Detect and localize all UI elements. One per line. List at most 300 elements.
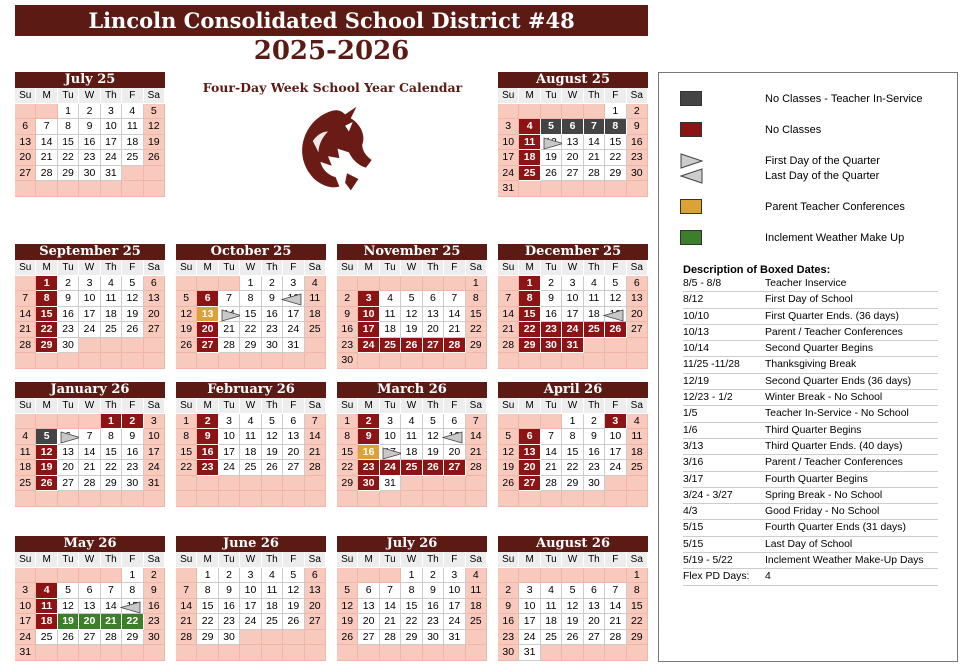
day-cell: 3 — [380, 414, 401, 430]
day-cell: 30 — [337, 353, 358, 369]
weekday-header: Th — [584, 552, 605, 568]
day-cell: 1 — [36, 276, 57, 292]
day-cell — [358, 568, 379, 584]
calendar-subtitle: Four-Day Week School Year Calendar — [202, 80, 463, 95]
day-cell: 22 — [562, 460, 583, 476]
day-cell: 26 — [58, 630, 79, 646]
day-cell — [498, 491, 519, 507]
day-cell — [380, 276, 401, 292]
day-cell — [144, 645, 165, 661]
day-cell: 29 — [36, 338, 57, 354]
description-text: Inclement Weather Make-Up Days — [765, 555, 924, 567]
day-cell — [197, 645, 218, 661]
day-cell: 19 — [58, 614, 79, 630]
weekday-header: Th — [423, 260, 444, 276]
day-cell — [562, 568, 583, 584]
day-cell: 29 — [519, 338, 540, 354]
day-cell — [423, 276, 444, 292]
weekday-header: F — [605, 552, 626, 568]
day-cell: 29 — [58, 166, 79, 182]
day-cell — [144, 181, 165, 197]
day-cell: 21 — [176, 614, 197, 630]
day-cell — [36, 491, 57, 507]
day-cell: 28 — [15, 338, 36, 354]
day-cell — [380, 568, 401, 584]
day-cell — [36, 414, 57, 430]
month-title: August 25 — [498, 72, 648, 88]
day-cell — [101, 491, 122, 507]
day-cell — [466, 630, 487, 646]
description-date: 11/25 -11/28 — [683, 359, 740, 371]
day-cell: 30 — [144, 630, 165, 646]
day-cell: 1 — [101, 414, 122, 430]
day-cell: 4 — [519, 119, 540, 135]
day-cell: 29 — [562, 476, 583, 492]
day-cell: 2 — [358, 414, 379, 430]
day-cell: 3 — [498, 119, 519, 135]
weekday-header: M — [358, 260, 379, 276]
day-cell — [176, 568, 197, 584]
day-cell: 31 — [444, 630, 465, 646]
day-cell: 26 — [605, 322, 626, 338]
day-cell — [401, 645, 422, 661]
day-cell — [444, 491, 465, 507]
day-cell: 14 — [541, 445, 562, 461]
legend-label: Last Day of the Quarter — [765, 170, 880, 182]
day-cell: 2 — [144, 568, 165, 584]
weekday-header: Tu — [58, 552, 79, 568]
weekday-header: Tu — [541, 260, 562, 276]
day-cell: 23 — [144, 614, 165, 630]
day-cell: 11 — [380, 307, 401, 323]
day-cell: 4 — [380, 291, 401, 307]
day-cell: 7 — [101, 583, 122, 599]
description-row — [683, 309, 938, 325]
day-cell: 17 — [283, 307, 304, 323]
last-day-quarter-icon — [120, 601, 141, 614]
weekday-header: W — [79, 260, 100, 276]
day-cell: 24 — [283, 322, 304, 338]
day-cell — [498, 414, 519, 430]
day-cell: 1 — [627, 568, 648, 584]
day-cell: 7 — [584, 119, 605, 135]
day-cell — [605, 353, 626, 369]
weekday-header: Su — [337, 398, 358, 414]
weekday-header: Tu — [58, 398, 79, 414]
weekday-header: M — [197, 552, 218, 568]
day-cell — [58, 181, 79, 197]
day-cell — [122, 338, 143, 354]
weekday-header: W — [401, 552, 422, 568]
day-cell: 16 — [627, 135, 648, 151]
day-cell: 20 — [584, 614, 605, 630]
day-cell — [101, 338, 122, 354]
day-cell: 24 — [219, 460, 240, 476]
day-cell — [584, 353, 605, 369]
day-cell: 7 — [305, 414, 326, 430]
description-text: First Day of School — [765, 294, 853, 306]
day-cell: 11 — [262, 583, 283, 599]
description-date: 3/17 — [683, 473, 704, 485]
day-cell — [219, 645, 240, 661]
weekday-header: M — [519, 88, 540, 104]
weekday-header: Sa — [144, 552, 165, 568]
day-cell — [337, 491, 358, 507]
weekday-header: W — [240, 552, 261, 568]
day-cell — [380, 445, 401, 461]
day-cell: 29 — [197, 630, 218, 646]
month-grid — [176, 398, 326, 507]
weekday-header: M — [36, 552, 57, 568]
day-cell — [144, 166, 165, 182]
day-cell: 5 — [122, 276, 143, 292]
day-cell: 7 — [541, 429, 562, 445]
day-cell: 11 — [240, 429, 261, 445]
day-cell: 24 — [444, 614, 465, 630]
day-cell: 18 — [101, 307, 122, 323]
day-cell: 7 — [380, 583, 401, 599]
day-cell: 30 — [262, 338, 283, 354]
day-cell: 2 — [197, 414, 218, 430]
day-cell: 21 — [305, 445, 326, 461]
day-cell: 4 — [122, 104, 143, 120]
weekday-header: Tu — [380, 398, 401, 414]
description-row — [683, 537, 938, 553]
day-cell — [401, 491, 422, 507]
day-cell: 10 — [144, 429, 165, 445]
day-cell: 5 — [498, 429, 519, 445]
day-cell: 15 — [101, 445, 122, 461]
weekday-header: Sa — [466, 398, 487, 414]
description-row — [683, 390, 938, 406]
day-cell: 2 — [122, 414, 143, 430]
day-cell: 19 — [401, 322, 422, 338]
day-cell: 11 — [466, 583, 487, 599]
day-cell: 13 — [144, 291, 165, 307]
day-cell — [380, 645, 401, 661]
day-cell: 4 — [584, 276, 605, 292]
day-cell: 8 — [176, 429, 197, 445]
day-cell: 13 — [519, 445, 540, 461]
month-title: November 25 — [337, 244, 487, 260]
day-cell: 26 — [498, 476, 519, 492]
day-cell — [79, 338, 100, 354]
day-cell — [305, 645, 326, 661]
weekday-header: F — [122, 552, 143, 568]
day-cell — [197, 491, 218, 507]
month-grid — [176, 552, 326, 661]
day-cell: 6 — [562, 119, 583, 135]
day-cell: 10 — [380, 429, 401, 445]
description-text: Winter Break - No School — [765, 392, 883, 404]
day-cell: 22 — [627, 614, 648, 630]
day-cell: 26 — [122, 322, 143, 338]
day-cell: 3 — [219, 414, 240, 430]
day-cell — [58, 568, 79, 584]
day-cell — [423, 645, 444, 661]
description-row — [683, 357, 938, 373]
day-cell: 14 — [15, 307, 36, 323]
legend-swatch — [680, 122, 702, 137]
day-cell — [58, 429, 79, 445]
day-cell: 2 — [58, 276, 79, 292]
day-cell: 6 — [79, 583, 100, 599]
weekday-header: Tu — [58, 88, 79, 104]
day-cell: 12 — [337, 599, 358, 615]
day-cell — [240, 476, 261, 492]
day-cell — [627, 338, 648, 354]
description-text: Teacher Inservice — [765, 278, 847, 289]
day-cell — [283, 491, 304, 507]
description-date: 4/3 — [683, 506, 698, 518]
day-cell: 26 — [262, 460, 283, 476]
day-cell: 10 — [562, 291, 583, 307]
day-cell: 5 — [605, 276, 626, 292]
day-cell: 6 — [519, 429, 540, 445]
day-cell: 18 — [15, 460, 36, 476]
weekday-header: Sa — [305, 552, 326, 568]
day-cell — [262, 630, 283, 646]
day-cell — [262, 491, 283, 507]
day-cell: 21 — [101, 614, 122, 630]
day-cell: 9 — [58, 291, 79, 307]
weekday-header: Tu — [58, 260, 79, 276]
day-cell: 27 — [79, 630, 100, 646]
day-cell: 18 — [380, 322, 401, 338]
day-cell — [79, 353, 100, 369]
day-cell: 25 — [584, 322, 605, 338]
day-cell — [605, 645, 626, 661]
day-cell — [541, 135, 562, 151]
day-cell: 14 — [305, 429, 326, 445]
day-cell: 15 — [605, 135, 626, 151]
day-cell: 5 — [283, 568, 304, 584]
weekday-header: Tu — [541, 398, 562, 414]
day-cell: 2 — [627, 104, 648, 120]
day-cell: 30 — [498, 645, 519, 661]
description-text: Parent / Teacher Conferences — [765, 457, 903, 469]
weekday-header: M — [519, 398, 540, 414]
weekday-header: Th — [101, 260, 122, 276]
day-cell — [519, 181, 540, 197]
day-cell: 8 — [605, 119, 626, 135]
day-cell: 13 — [197, 307, 218, 323]
day-cell — [498, 276, 519, 292]
description-date: 1/6 — [683, 424, 698, 436]
day-cell: 13 — [627, 291, 648, 307]
day-cell: 30 — [541, 338, 562, 354]
first-day-quarter-icon — [543, 137, 564, 150]
day-cell: 14 — [466, 429, 487, 445]
day-cell: 26 — [562, 630, 583, 646]
day-cell: 23 — [337, 338, 358, 354]
day-cell — [101, 645, 122, 661]
weekday-header: F — [444, 552, 465, 568]
description-date: 8/12 — [683, 294, 704, 306]
day-cell: 12 — [176, 307, 197, 323]
weekday-header: Su — [176, 398, 197, 414]
day-cell: 24 — [562, 322, 583, 338]
district-title-banner: Lincoln Consolidated School District #48 — [15, 5, 648, 36]
day-cell — [605, 491, 626, 507]
day-cell: 5 — [337, 583, 358, 599]
weekday-header: Th — [262, 552, 283, 568]
day-cell — [541, 181, 562, 197]
description-date: 8/5 - 8/8 — [683, 278, 722, 289]
day-cell: 22 — [605, 150, 626, 166]
day-cell: 13 — [358, 599, 379, 615]
day-cell: 18 — [584, 307, 605, 323]
weekday-header: Tu — [219, 398, 240, 414]
day-cell: 17 — [79, 307, 100, 323]
day-cell: 11 — [519, 135, 540, 151]
day-cell: 3 — [562, 276, 583, 292]
day-cell: 22 — [101, 460, 122, 476]
weekday-header: Su — [176, 552, 197, 568]
weekday-header: Su — [15, 260, 36, 276]
month-grid — [337, 552, 487, 661]
day-cell: 4 — [401, 414, 422, 430]
day-cell: 15 — [562, 445, 583, 461]
day-cell — [197, 276, 218, 292]
weekday-header: Th — [423, 398, 444, 414]
day-cell — [562, 491, 583, 507]
description-row — [683, 341, 938, 357]
day-cell: 11 — [101, 291, 122, 307]
day-cell — [15, 276, 36, 292]
day-cell: 27 — [358, 630, 379, 646]
description-date: 3/13 — [683, 440, 704, 452]
month-calendar — [176, 244, 326, 369]
day-cell — [466, 491, 487, 507]
month-grid — [176, 260, 326, 369]
day-cell: 5 — [401, 291, 422, 307]
day-cell: 4 — [101, 276, 122, 292]
day-cell: 30 — [79, 166, 100, 182]
day-cell — [605, 181, 626, 197]
day-cell: 17 — [498, 150, 519, 166]
day-cell — [498, 104, 519, 120]
day-cell — [305, 630, 326, 646]
day-cell: 6 — [444, 414, 465, 430]
day-cell — [79, 414, 100, 430]
day-cell: 31 — [101, 166, 122, 182]
day-cell: 1 — [519, 276, 540, 292]
day-cell: 28 — [101, 630, 122, 646]
day-cell: 24 — [79, 322, 100, 338]
day-cell: 17 — [219, 445, 240, 461]
day-cell: 13 — [15, 135, 36, 151]
day-cell: 18 — [262, 599, 283, 615]
day-cell: 18 — [36, 614, 57, 630]
day-cell: 3 — [144, 414, 165, 430]
day-cell: 16 — [337, 322, 358, 338]
weekday-header: Th — [423, 552, 444, 568]
legend-swatch — [680, 91, 702, 106]
day-cell: 16 — [423, 599, 444, 615]
day-cell — [519, 414, 540, 430]
month-calendar — [337, 244, 487, 369]
weekday-header: F — [283, 398, 304, 414]
day-cell: 31 — [15, 645, 36, 661]
day-cell — [562, 181, 583, 197]
day-cell — [219, 276, 240, 292]
weekday-header: Sa — [627, 260, 648, 276]
day-cell: 3 — [101, 104, 122, 120]
weekday-header: Su — [337, 552, 358, 568]
day-cell: 10 — [240, 583, 261, 599]
day-cell: 9 — [627, 119, 648, 135]
day-cell: 11 — [584, 291, 605, 307]
day-cell: 12 — [605, 291, 626, 307]
day-cell: 19 — [144, 135, 165, 151]
day-cell: 19 — [541, 150, 562, 166]
day-cell: 31 — [562, 338, 583, 354]
day-cell: 13 — [584, 599, 605, 615]
day-cell: 14 — [36, 135, 57, 151]
day-cell: 12 — [262, 429, 283, 445]
day-cell: 23 — [423, 614, 444, 630]
weekday-header: M — [197, 260, 218, 276]
day-cell: 28 — [584, 166, 605, 182]
day-cell: 8 — [197, 583, 218, 599]
weekday-header: Th — [584, 398, 605, 414]
description-text: Spring Break - No School — [765, 489, 883, 501]
day-cell: 12 — [401, 307, 422, 323]
day-cell: 26 — [337, 630, 358, 646]
day-cell: 18 — [240, 445, 261, 461]
day-cell — [144, 353, 165, 369]
day-cell: 28 — [176, 630, 197, 646]
day-cell: 29 — [627, 630, 648, 646]
month-calendar — [498, 382, 648, 507]
weekday-header: Su — [498, 552, 519, 568]
weekday-header: M — [358, 552, 379, 568]
day-cell: 14 — [605, 599, 626, 615]
day-cell: 17 — [144, 445, 165, 461]
day-cell: 24 — [101, 150, 122, 166]
day-cell: 11 — [36, 599, 57, 615]
day-cell: 28 — [305, 460, 326, 476]
day-cell: 8 — [519, 291, 540, 307]
description-date: 5/15 — [683, 522, 704, 534]
day-cell — [283, 476, 304, 492]
day-cell — [358, 276, 379, 292]
weekday-header: Su — [498, 398, 519, 414]
day-cell: 24 — [358, 338, 379, 354]
day-cell: 29 — [605, 166, 626, 182]
day-cell: 21 — [466, 445, 487, 461]
day-cell — [283, 353, 304, 369]
day-cell: 12 — [36, 445, 57, 461]
day-cell: 12 — [498, 445, 519, 461]
month-grid — [337, 260, 487, 369]
day-cell: 24 — [605, 460, 626, 476]
day-cell: 15 — [337, 445, 358, 461]
day-cell: 30 — [58, 338, 79, 354]
day-cell: 2 — [79, 104, 100, 120]
day-cell: 25 — [262, 614, 283, 630]
day-cell: 25 — [519, 166, 540, 182]
weekday-header: Tu — [219, 552, 240, 568]
day-cell: 15 — [36, 307, 57, 323]
day-cell: 19 — [423, 445, 444, 461]
day-cell: 30 — [219, 630, 240, 646]
day-cell: 18 — [627, 445, 648, 461]
day-cell: 3 — [15, 583, 36, 599]
day-cell — [176, 476, 197, 492]
weekday-header: F — [283, 260, 304, 276]
